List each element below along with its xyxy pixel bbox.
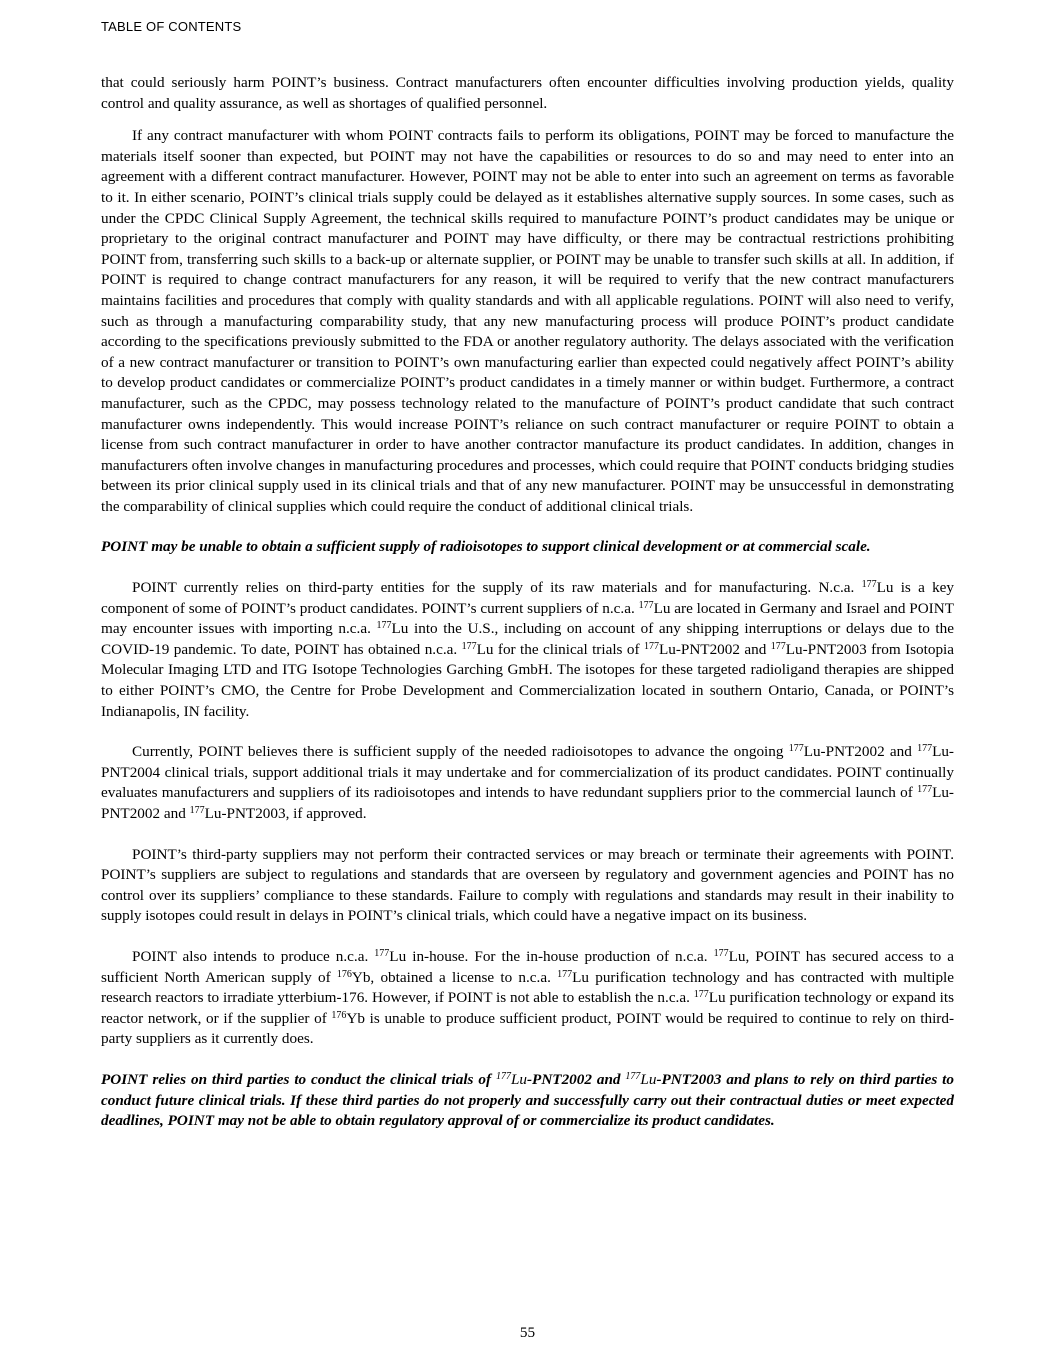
paragraph-sufficient-supply: Currently, POINT believes there is sufficient supply of the needed radioisotopes to advance the ongoing $^{177}$Lu-PNT2002 and $^{177}$Lu-PNT2004 clinical trials, support additional trials it may undertake and for commercialization of its product candidates. POINT continually evaluates manufacturers and suppliers of its radioisotopes and intends to have redundant suppliers prior to the commercial launch of $^{177}$Lu-PNT2002 and $^{177}$Lu-PNT2003, if approved. — [101, 743, 954, 822]
section-heading-clinical-trials-third-parties: POINT relies on third parties to conduct the clinical trials of $^{177}$Lu-PNT2002 and $^{177}$Lu-PNT2003 and plans to rely on third parties to conduct future clinical trials. If these third parties do not properly and successfully carry out their contractual duties or meet expected deadlines, POINT may not be able to obtain regulatory approval of or commercialize its product candidates. — [101, 1070, 954, 1130]
page-number: 55 — [519, 1324, 536, 1341]
section-heading-radioisotope-supply: POINT may be unable to obtain a sufficient supply of radioisotopes to support clinical development or at commercial scale. — [101, 538, 871, 556]
paragraph-contract-manufacturers-continued: that could seriously harm POINT’s business. Contract manufacturers often encounter difficulties involving production yields, quality control and quality assurance, as well as shortages of qualified personnel. — [101, 74, 954, 112]
paragraph-third-party-supply: POINT currently relies on third-party entities for the supply of its raw materials and for manufacturing. N.c.a. $^{177}$Lu is a key component of some of POINT’s product candidates. POINT’s current suppliers of n.c.a. $^{177}$Lu are located in Germany and Israel and POINT may encounter issues with importing n.c.a. $^{177}$Lu into the U.S., including on account of any shipping interruptions or delays due to the COVID-19 pandemic. To date, POINT has obtained n.c.a. $^{177}$Lu for the clinical trials of $^{177}$Lu-PNT2002 and $^{177}$Lu-PNT2003 from Isotopia Molecular Imaging LTD and ITG Isotope Technologies Garching GmbH. The isotopes for these targeted radioligand therapies are shipped to either POINT’s CMO, the Centre for Probe Development and Commercialization located in southern Ontario, Canada, or POINT’s Indianapolis, IN facility. — [101, 579, 955, 720]
paragraph-in-house-production: POINT also intends to produce n.c.a. $^{177}$Lu in-house. For the in-house production of n.c.a. $^{177}$Lu, POINT has secured access to a sufficient North American supply of $^{176}$Yb, obtained a license to n.c.a. $^{177}$Lu purification technology and has contracted with multiple research reactors to irradiate ytterbium-176. However, if POINT is not able to establish the n.c.a. $^{177}$Lu purification technology or expand its reactor network, or if the supplier of $^{176}$Yb is unable to produce sufficient product, POINT would be required to continue to rely on third-party suppliers as it currently does. — [101, 947, 954, 1048]
paragraph-supplier-compliance: POINT’s third-party suppliers may not perform their contracted services or may breach or terminate their agreements with POINT. POINT’s suppliers are subject to regulations and standards that are overseen by regulatory and government agencies and POINT has no control over its suppliers’ compliance to these standards. Failure to comply with regulations and standards may result in their inability to supply isotopes could result in delays in POINT’s clinical trials, which could have a negative impact on its business. — [101, 845, 954, 925]
document-body — [101, 73, 954, 1132]
paragraph-contract-manufacturer-failure: If any contract manufacturer with whom POINT contracts fails to perform its obligations, POINT may be forced to manufacture the materials itself sooner than expected, but POINT may not have the capabilities or resources to do so and may need to enter into an agreement with a different contract manufacturer. However, POINT may not be able to enter into such an agreement on terms as favorable to it. In either scenario, POINT’s clinical trials supply could be delayed as it establishes alternative supply sources. In some cases, such as under the CPDC Clinical Supply Agreement, the technical skills required to manufacture POINT’s product candidates may be unique or proprietary to the original contract manufacturer and POINT may have difficulty, or there may be contractual restrictions prohibiting POINT from, transferring such skills to a back-up or alternate supplier, or POINT may be unable to transfer such skills at all. In addition, if POINT is required to change contract manufacturers for any reason, it will be required to verify that the new contract manufacturers maintains facilities and procedures that comply with quality standards and with all applicable regulations. POINT will also need to verify, such as through a manufacturing comparability study, that any new manufacturing process will produce POINT’s product candidate according to the specifications previously submitted to the FDA or another regulatory authority. The delays associated with the verification of a new contract manufacturer or transition to POINT’s own manufacturing earlier than expected could negatively affect POINT’s ability to develop product candidates or commercialize POINT’s product candidates in a timely manner or within budget. Furthermore, a contract manufacturer, such as the CPDC, may possess technology related to the manufacture of POINT’s product candidate that such contract manufacturer owns independently. This would increase POINT’s reliance on such contract manufacturer or require POINT to obtain a license from such contract manufacturer in order to have another contractor manufacture its product candidates. In addition, changes in manufacturers often involve changes in manufacturing procedures and processes, which could require that POINT conducts bridging studies between its prior clinical supply used in its clinical trials and that of any new manufacturer. POINT may be unsuccessful in demonstrating the comparability of clinical supplies which could require the conduct of additional clinical trials. — [101, 127, 954, 515]
table-of-contents-link[interactable]: TABLE OF CONTENTS — [101, 19, 242, 34]
